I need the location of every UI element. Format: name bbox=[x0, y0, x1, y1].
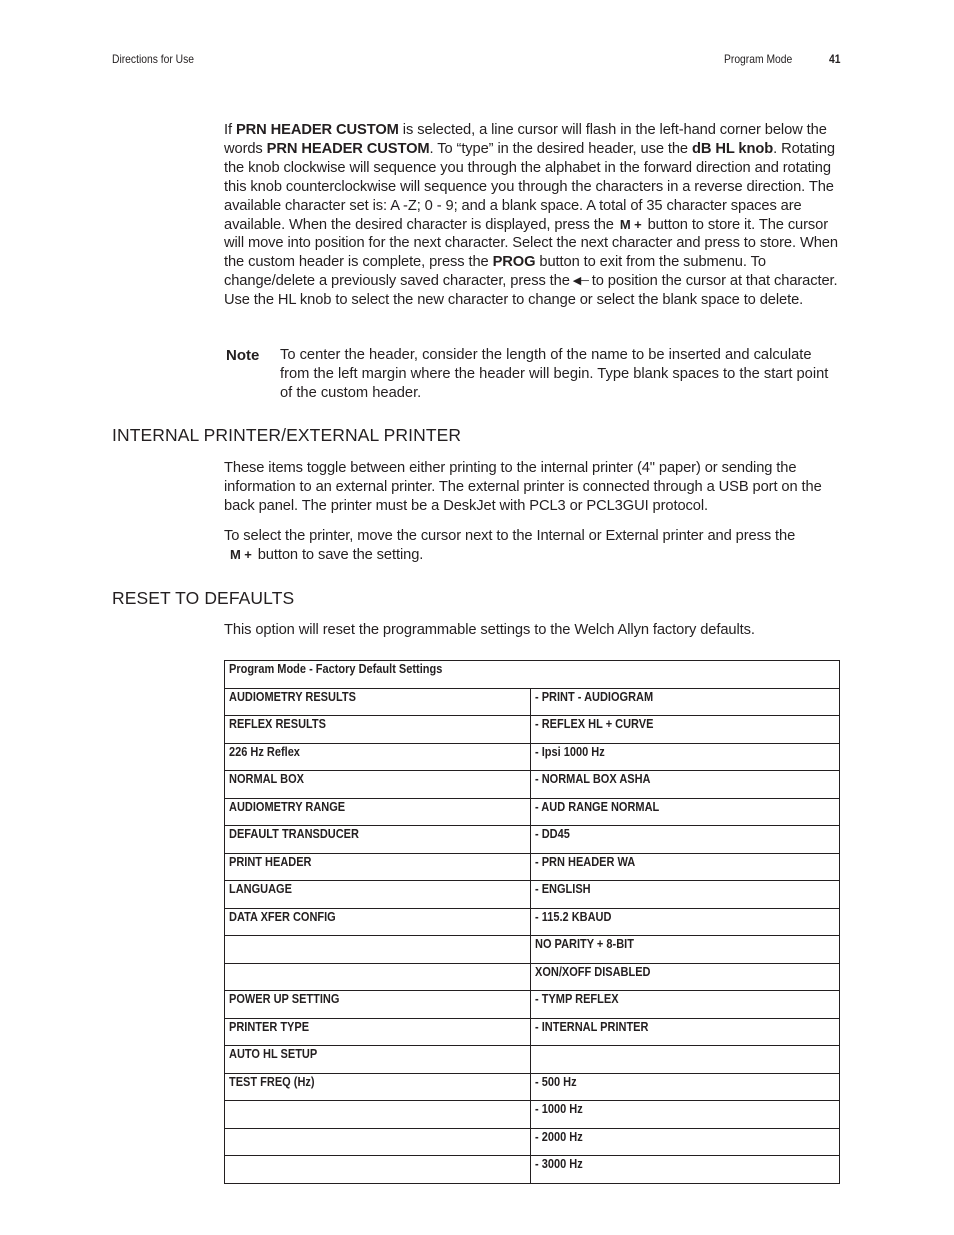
intro-text: button to exit from the submenu. To change/delete a previously saved character, press the bbox=[224, 254, 766, 290]
note-text: To center the header, consider the length of the name to be inserted and calculate from the left margin where the header will begin. Type blank spaces to the start point of the custom header. bbox=[280, 347, 829, 401]
setting-value-cell: - Ipsi 1000 Hz bbox=[531, 743, 840, 771]
page-number: 41 bbox=[829, 52, 841, 66]
setting-name-cell: TEST FREQ (Hz) bbox=[225, 1073, 531, 1101]
running-header-left: Directions for Use bbox=[112, 52, 195, 66]
table-title-row bbox=[225, 661, 840, 689]
intro-bold-term: PROG bbox=[492, 254, 536, 271]
setting-value-cell: - DD45 bbox=[531, 826, 840, 854]
setting-name-cell bbox=[225, 963, 531, 991]
table-row bbox=[225, 771, 840, 799]
setting-name-cell: AUTO HL SETUP bbox=[225, 1046, 531, 1074]
table-row bbox=[225, 936, 840, 964]
setting-value-cell: - INTERNAL PRINTER bbox=[531, 1018, 840, 1046]
setting-name-cell: NORMAL BOX bbox=[225, 771, 531, 799]
m-plus-key-icon: M + bbox=[619, 216, 642, 232]
note-label: Note bbox=[226, 347, 260, 364]
intro-text: is selected, a line cursor will flash in the left-hand corner below the words bbox=[224, 122, 827, 157]
printer-text: To select the printer, move the cursor next to the Internal or External printer and press the bbox=[224, 528, 796, 544]
table-row bbox=[225, 1018, 840, 1046]
setting-value-cell: - TYMP REFLEX bbox=[531, 991, 840, 1019]
setting-name-cell: 226 Hz Reflex bbox=[225, 743, 531, 771]
table-row bbox=[225, 1073, 840, 1101]
setting-name-cell bbox=[225, 936, 531, 964]
table-title: Program Mode - Factory Default Settings bbox=[225, 661, 840, 689]
setting-name-cell: PRINTER TYPE bbox=[225, 1018, 531, 1046]
setting-value-cell: - AUD RANGE NORMAL bbox=[531, 798, 840, 826]
setting-value-cell bbox=[531, 1046, 840, 1074]
setting-name-cell: POWER UP SETTING bbox=[225, 991, 531, 1019]
table-row bbox=[225, 716, 840, 744]
factory-defaults-table bbox=[224, 660, 840, 1184]
table-row bbox=[225, 1128, 840, 1156]
intro-text: button to store it. The cursor will move into position for the next character. Select the next character and press to store. When the custom header is complete, press the bbox=[224, 216, 838, 271]
section-heading-printer: INTERNAL PRINTER/EXTERNAL PRINTER bbox=[112, 425, 462, 445]
intro-text: . To “type” in the desired header, use the bbox=[429, 140, 692, 157]
intro-text: to position the cursor at that character. Use the HL knob to select the new character to change or select the blank space to delete. bbox=[224, 273, 838, 309]
setting-value-cell: - 2000 Hz bbox=[531, 1128, 840, 1156]
table-row bbox=[225, 991, 840, 1019]
printer-paragraph-2 bbox=[224, 527, 840, 565]
table-row bbox=[225, 1046, 840, 1074]
table-row bbox=[225, 743, 840, 771]
setting-value-cell: - 500 Hz bbox=[531, 1073, 840, 1101]
table-row bbox=[225, 688, 840, 716]
setting-name-cell: DEFAULT TRANSDUCER bbox=[225, 826, 531, 854]
setting-name-cell: PRINT HEADER bbox=[225, 853, 531, 881]
table-row bbox=[225, 1101, 840, 1129]
table-row bbox=[225, 853, 840, 881]
section-heading-reset: RESET TO DEFAULTS bbox=[112, 588, 295, 608]
setting-name-cell: AUDIOMETRY RANGE bbox=[225, 798, 531, 826]
setting-value-cell: NO PARITY + 8-BIT bbox=[531, 936, 840, 964]
setting-name-cell: DATA XFER CONFIG bbox=[225, 908, 531, 936]
intro-bold-term: PRN HEADER CUSTOM bbox=[235, 122, 399, 138]
left-arrow-key-icon: ◀─ bbox=[572, 275, 589, 288]
setting-name-cell bbox=[225, 1101, 531, 1129]
intro-text: If bbox=[224, 122, 236, 138]
setting-value-cell: - ENGLISH bbox=[531, 881, 840, 909]
setting-name-cell: AUDIOMETRY RESULTS bbox=[225, 688, 531, 716]
reset-paragraph: This option will reset the programmable settings to the Welch Allyn factory defaults. bbox=[224, 622, 755, 638]
setting-name-cell bbox=[225, 1128, 531, 1156]
setting-value-cell: - REFLEX HL + CURVE bbox=[531, 716, 840, 744]
setting-value-cell: - NORMAL BOX ASHA bbox=[531, 771, 840, 799]
table-row bbox=[225, 908, 840, 936]
table-row bbox=[225, 798, 840, 826]
intro-text: . Rotating the knob clockwise will sequence you through the alphabet in the forward direction and rotating this knob counterclockwise will sequence you through the characters in a reverse direction. The available character set is: A -Z; 0 - 9; and a blank space. A total of 35 character spaces are available. When the desired character is displayed, press the bbox=[224, 140, 835, 233]
setting-value-cell: - PRN HEADER WA bbox=[531, 853, 840, 881]
setting-value-cell: XON/XOFF DISABLED bbox=[531, 963, 840, 991]
table-row bbox=[225, 826, 840, 854]
setting-name-cell: LANGUAGE bbox=[225, 881, 531, 909]
setting-name-cell: REFLEX RESULTS bbox=[225, 716, 531, 744]
setting-value-cell: - 1000 Hz bbox=[531, 1101, 840, 1129]
setting-value-cell: - 3000 Hz bbox=[531, 1156, 840, 1184]
setting-value-cell: - 115.2 KBAUD bbox=[531, 908, 840, 936]
table-row bbox=[225, 963, 840, 991]
custom-header-paragraph bbox=[224, 121, 840, 310]
printer-paragraph-1: These items toggle between either printing to the internal printer (4" paper) or sending the information to an external printer. The external printer is connected through a USB port on the back panel. The printer must be a DeskJet with PCL3 or PCL3GUI protocol. bbox=[224, 460, 822, 514]
setting-name-cell bbox=[225, 1156, 531, 1184]
setting-value-cell: - PRINT - AUDIOGRAM bbox=[531, 688, 840, 716]
m-plus-key-icon: M + bbox=[230, 546, 252, 562]
intro-bold-term: PRN HEADER CUSTOM bbox=[266, 140, 430, 157]
intro-bold-term: dB HL knob bbox=[691, 140, 774, 157]
running-header-section: Program Mode bbox=[724, 52, 793, 66]
printer-text: button to save the setting. bbox=[257, 546, 424, 563]
table-row bbox=[225, 1156, 840, 1184]
table-row bbox=[225, 881, 840, 909]
